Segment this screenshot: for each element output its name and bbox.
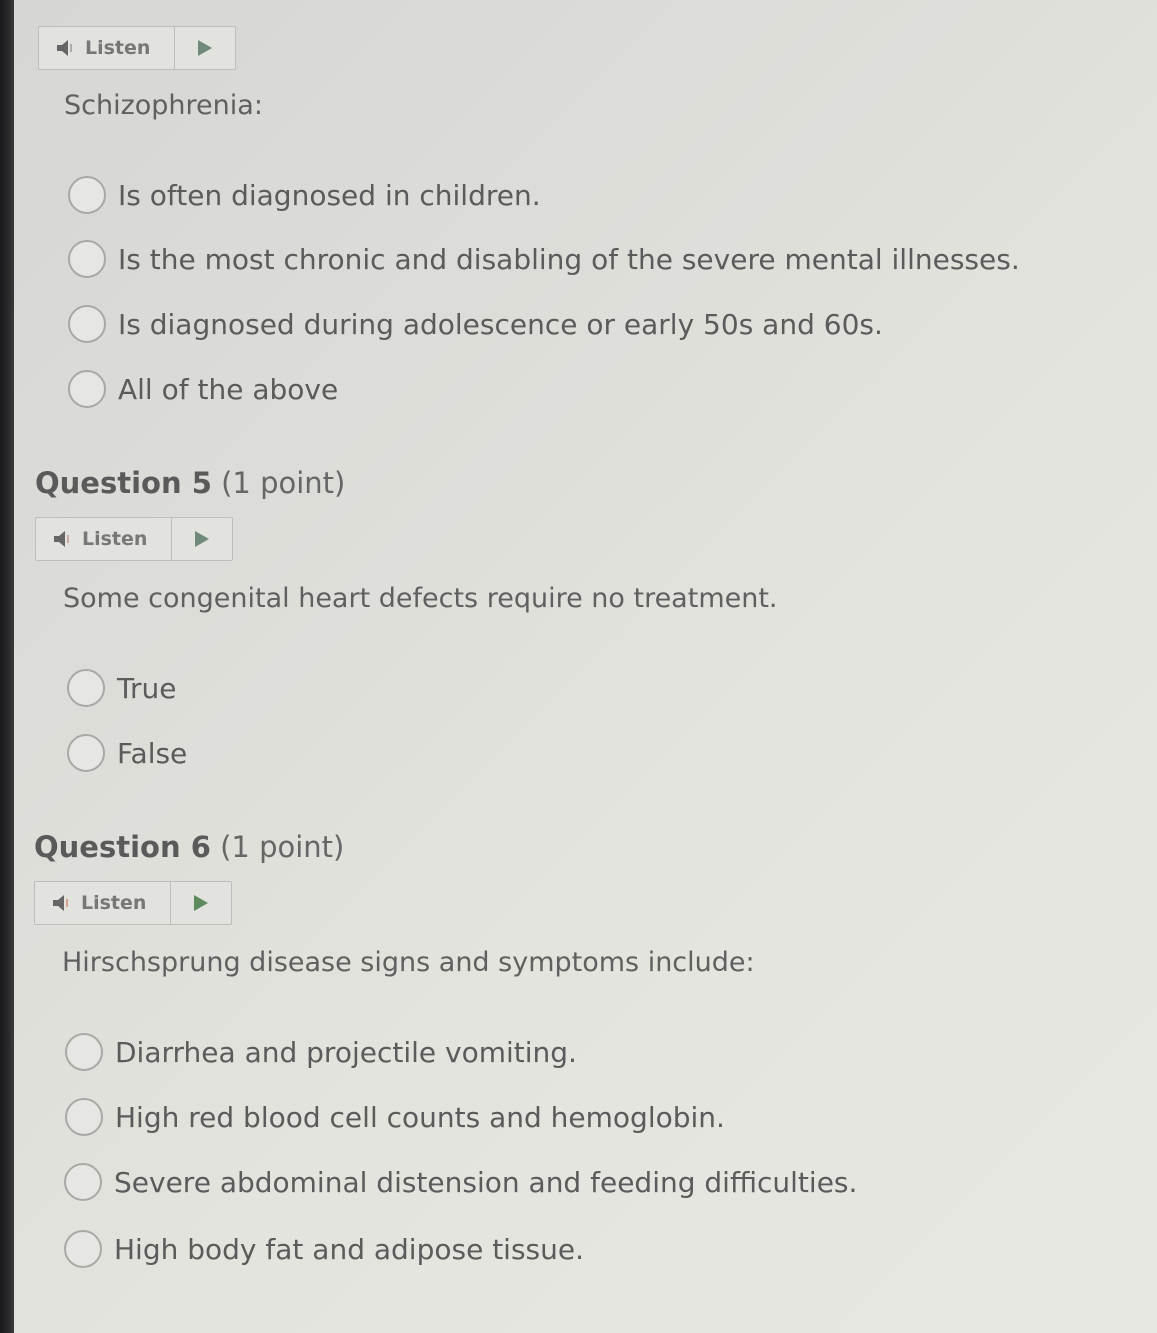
radio-button[interactable] — [68, 370, 106, 408]
answer-option[interactable] — [68, 370, 338, 408]
answer-option[interactable] — [65, 1098, 725, 1136]
listen-label: Listen — [82, 528, 148, 550]
radio-button[interactable] — [65, 1098, 103, 1136]
radio-button[interactable] — [68, 305, 106, 343]
answer-option[interactable] — [65, 1033, 577, 1071]
question-points: (1 point) — [221, 466, 346, 500]
radio-button[interactable] — [64, 1163, 102, 1201]
answer-option[interactable] — [68, 176, 541, 214]
speaker-icon — [52, 530, 74, 548]
radio-button[interactable] — [68, 240, 106, 278]
option-label: Is diagnosed during adolescence or early 50s and 60s. — [118, 307, 883, 341]
option-label: High body fat and adipose tissue. — [114, 1232, 585, 1266]
question-prompt: Schizophrenia: — [64, 90, 263, 121]
play-icon — [195, 531, 209, 547]
option-label: Severe abdominal distension and feeding difficulties. — [114, 1165, 858, 1199]
question-number: Question 6 — [34, 830, 211, 864]
option-label: False — [117, 736, 188, 770]
question-number: Question 5 — [35, 466, 212, 500]
listen-button[interactable] — [36, 518, 172, 560]
play-icon — [198, 40, 212, 56]
listen-button[interactable] — [35, 882, 171, 924]
answer-option[interactable] — [64, 1163, 857, 1201]
option-label: All of the above — [118, 372, 339, 406]
answer-option[interactable] — [64, 1230, 584, 1268]
answer-option[interactable] — [67, 734, 187, 772]
option-label: Is the most chronic and disabling of the severe mental illnesses. — [118, 242, 1020, 276]
listen-label: Listen — [85, 37, 151, 59]
listen-button[interactable] — [39, 27, 175, 69]
listen-toolbar-q4 — [38, 26, 236, 70]
play-button[interactable] — [172, 518, 232, 560]
speaker-icon — [55, 39, 77, 57]
radio-button[interactable] — [67, 734, 105, 772]
option-label: High red blood cell counts and hemoglobin. — [115, 1100, 725, 1134]
listen-label: Listen — [81, 892, 147, 914]
radio-button[interactable] — [68, 176, 106, 214]
listen-toolbar-q6 — [34, 881, 232, 925]
answer-option[interactable] — [68, 240, 1020, 278]
play-button[interactable] — [171, 882, 231, 924]
radio-button[interactable] — [64, 1230, 102, 1268]
option-label: True — [117, 671, 177, 705]
question-heading — [35, 466, 345, 500]
question-heading — [34, 830, 344, 864]
question-points: (1 point) — [220, 830, 345, 864]
speaker-icon — [51, 894, 73, 912]
listen-toolbar-q5 — [35, 517, 233, 561]
play-button[interactable] — [175, 27, 235, 69]
question-prompt: Hirschsprung disease signs and symptoms include: — [62, 947, 755, 978]
answer-option[interactable] — [67, 669, 176, 707]
question-prompt: Some congenital heart defects require no treatment. — [63, 583, 778, 614]
screen-bezel — [0, 0, 14, 1333]
option-label: Is often diagnosed in children. — [118, 178, 541, 212]
answer-option[interactable] — [68, 305, 883, 343]
radio-button[interactable] — [65, 1033, 103, 1071]
play-icon — [194, 895, 208, 911]
option-label: Diarrhea and projectile vomiting. — [115, 1035, 577, 1069]
radio-button[interactable] — [67, 669, 105, 707]
